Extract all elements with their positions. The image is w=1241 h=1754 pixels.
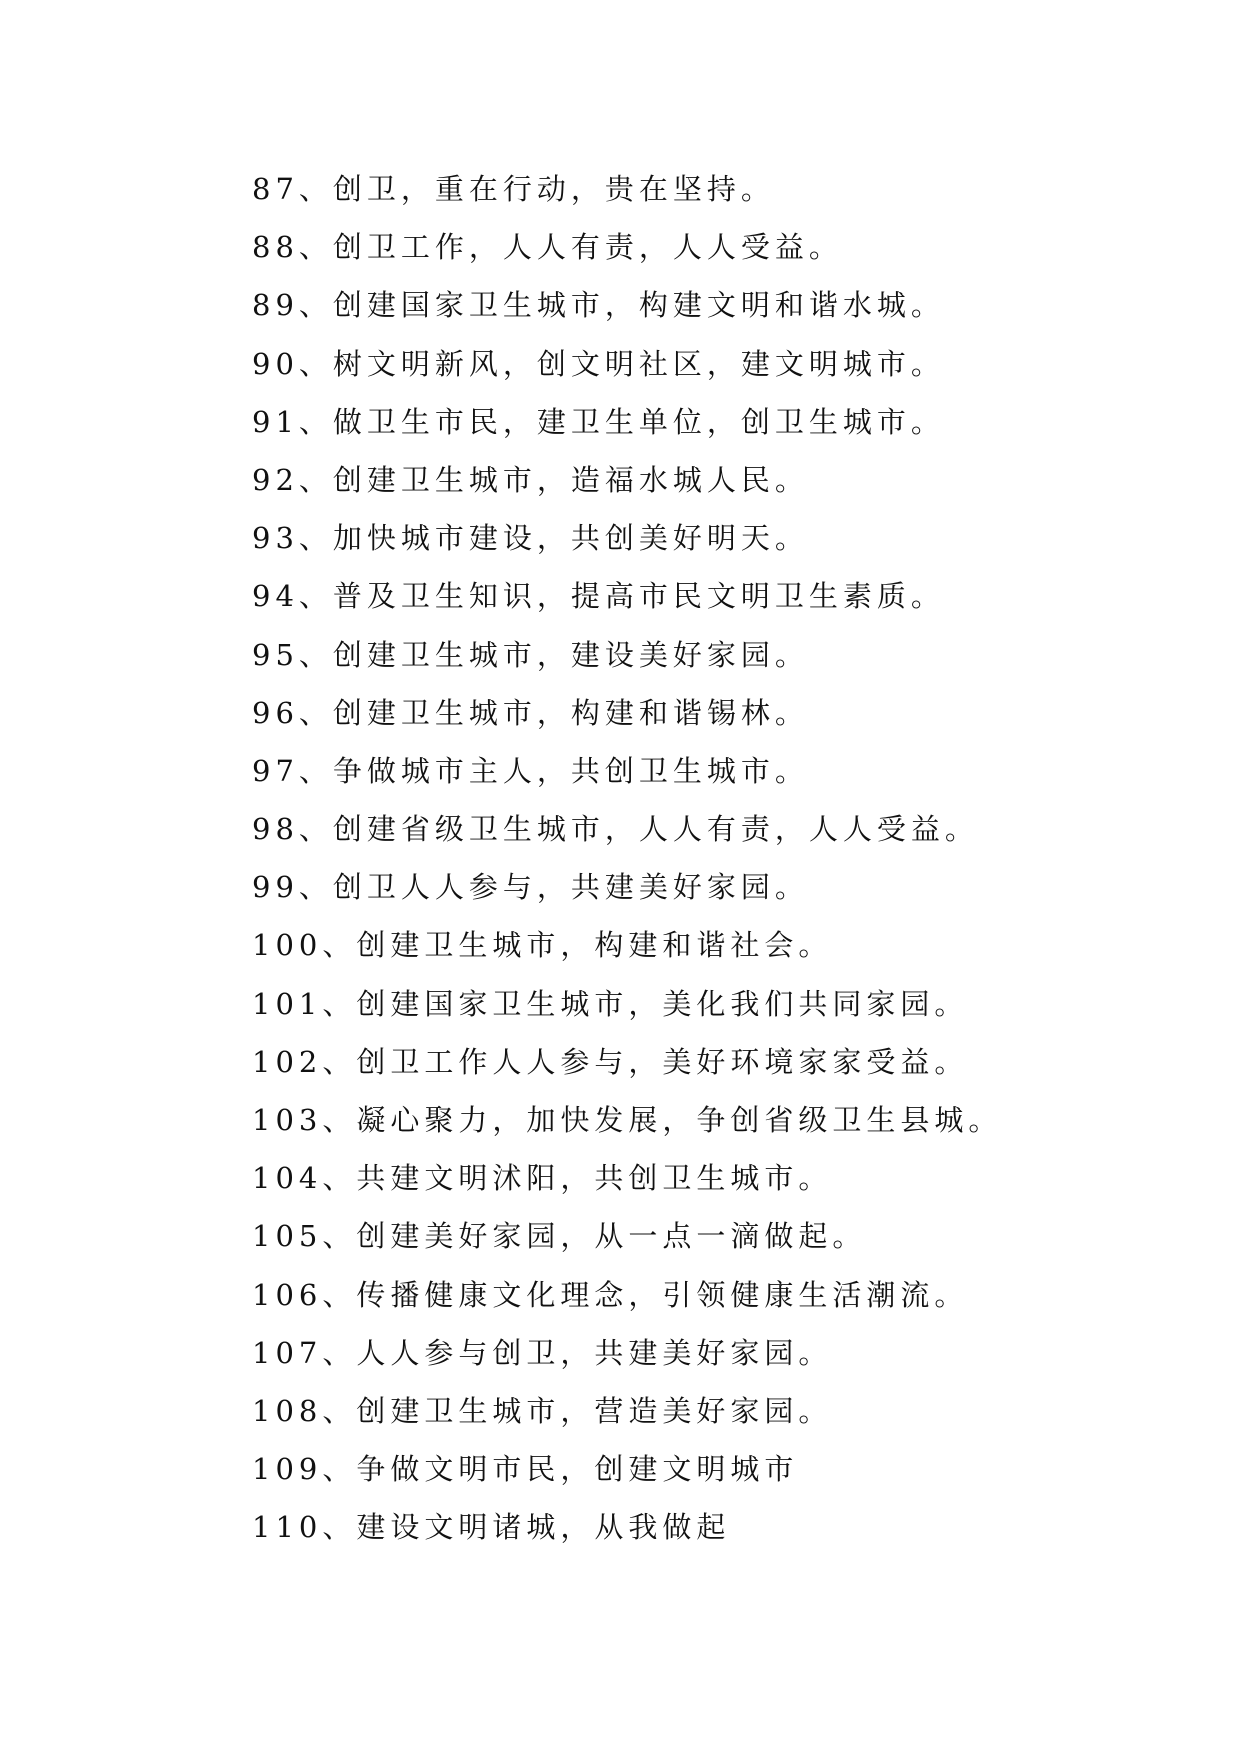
slogan-line-87: 87、创卫，重在行动，贵在坚持。 bbox=[252, 172, 775, 206]
slogan-line-100: 100、创建卫生城市，构建和谐社会。 bbox=[252, 928, 833, 963]
slogan-line-98: 98、创建省级卫生城市，人人有责，人人受益。 bbox=[252, 812, 979, 847]
slogan-line-104: 104、共建文明沭阳，共创卫生城市。 bbox=[252, 1161, 833, 1196]
slogan-line-96: 96、创建卫生城市，构建和谐锡林。 bbox=[252, 695, 809, 730]
slogan-line-107: 107、人人参与创卫，共建美好家园。 bbox=[252, 1335, 833, 1370]
slogan-line-89: 89、创建国家卫生城市，构建文明和谐水城。 bbox=[252, 288, 945, 323]
slogan-line-95: 95、创建卫生城市，建设美好家园。 bbox=[252, 637, 809, 672]
slogan-line-101: 101、创建国家卫生城市，美化我们共同家园。 bbox=[252, 986, 969, 1021]
slogan-line-110: 110、建设文明诸城，从我做起 bbox=[252, 1510, 731, 1545]
slogan-line-88: 88、创卫工作，人人有责，人人受益。 bbox=[252, 230, 843, 265]
slogan-line-94: 94、普及卫生知识，提高市民文明卫生素质。 bbox=[252, 579, 945, 614]
slogan-line-99: 99、创卫人人参与，共建美好家园。 bbox=[252, 870, 809, 905]
slogan-line-105: 105、创建美好家园，从一点一滴做起。 bbox=[252, 1219, 867, 1254]
slogan-line-108: 108、创建卫生城市，营造美好家园。 bbox=[252, 1393, 833, 1428]
slogan-line-92: 92、创建卫生城市，造福水城人民。 bbox=[252, 462, 809, 497]
slogan-line-106: 106、传播健康文化理念，引领健康生活潮流。 bbox=[252, 1277, 969, 1312]
slogan-line-103: 103、凝心聚力，加快发展，争创省级卫生县城。 bbox=[252, 1103, 1003, 1137]
slogan-line-102: 102、创卫工作人人参与，美好环境家家受益。 bbox=[252, 1044, 969, 1079]
slogan-line-91: 91、做卫生市民，建卫生单位，创卫生城市。 bbox=[252, 404, 945, 439]
slogan-line-97: 97、争做城市主人，共创卫生城市。 bbox=[252, 753, 809, 788]
slogan-list bbox=[252, 160, 1002, 1557]
slogan-line-109: 109、争做文明市民，创建文明城市 bbox=[252, 1452, 799, 1487]
slogan-line-93: 93、加快城市建设，共创美好明天。 bbox=[252, 521, 809, 556]
slogan-line-90: 90、树文明新风，创文明社区，建文明城市。 bbox=[252, 346, 945, 381]
